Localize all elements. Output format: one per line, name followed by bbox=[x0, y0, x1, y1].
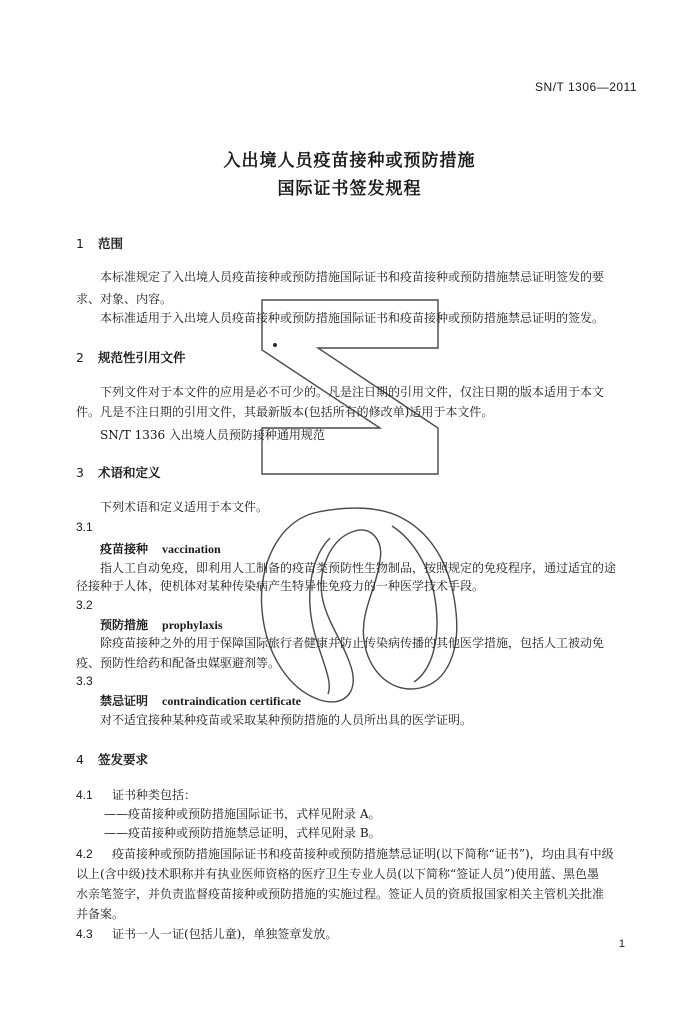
clause-4-1 bbox=[76, 786, 196, 803]
clause-text: 证书一人一证(包括儿童)，单独签章发放。 bbox=[112, 927, 338, 941]
section-3-heading bbox=[76, 463, 161, 481]
term-definition-line-1: 对不适宜接种某种疫苗或采取某种预防措施的人员所出具的医学证明。 bbox=[100, 713, 473, 727]
term-en: contraindication certificate bbox=[162, 694, 301, 708]
clause-4-2-line-2: 以上(含中级)技术职称并有执业医师资格的医疗卫生专业人员(以下简称“签证人员”)使用蓝、黑色墨 bbox=[76, 867, 599, 881]
clause-4-1-item-b: ——疫苗接种或预防措施禁忌证明，式样见附录 B。 bbox=[104, 826, 381, 840]
section-title: 规范性引用文件 bbox=[98, 350, 186, 365]
standard-code: SN/T 1306—2011 bbox=[535, 80, 637, 94]
section-2-paragraph-line-2: 件。凡是不注日期的引用文件，其最新版本(包括所有的修改单)适用于本文件。 bbox=[76, 405, 494, 419]
term-zh: 禁忌证明 bbox=[100, 694, 149, 708]
term-definition-line-2: 疫、预防性给药和配备虫媒驱避剂等。 bbox=[76, 656, 281, 670]
term-prophylaxis bbox=[100, 616, 222, 633]
section-1-heading bbox=[76, 234, 123, 252]
term-zh: 疫苗接种 bbox=[100, 542, 149, 556]
clause-text: 疫苗接种或预防措施国际证书和疫苗接种或预防措施禁忌证明(以下简称“证书”)，均由具有中级 bbox=[112, 847, 614, 861]
term-zh: 预防措施 bbox=[100, 618, 149, 632]
clause-4-1-item-a: ——疫苗接种或预防措施国际证书，式样见附录 A。 bbox=[104, 807, 381, 821]
term-en: vaccination bbox=[162, 542, 221, 556]
section-2-paragraph-line-1: 下列文件对于本文件的应用是必不可少的。凡是注日期的引用文件，仅注日期的版本适用于本文 bbox=[100, 385, 605, 399]
section-number: 3 bbox=[76, 465, 84, 480]
term-contraindication-certificate bbox=[100, 692, 301, 709]
term-en: prophylaxis bbox=[162, 618, 223, 632]
section-title: 范围 bbox=[98, 236, 124, 251]
term-definition-line-2: 径接种于人体，使机体对某种传染病产生特异性免疫力的一种医学技术手段。 bbox=[76, 579, 485, 593]
term-number: 3.2 bbox=[76, 598, 93, 612]
term-vaccination bbox=[100, 540, 221, 557]
term-number: 3.1 bbox=[76, 520, 93, 534]
clause-4-2-line-4: 并备案。 bbox=[76, 907, 125, 921]
clause-number: 4.1 bbox=[76, 788, 93, 802]
clause-number: 4.3 bbox=[76, 927, 93, 941]
document-title-line2: 国际证书签发规程 bbox=[277, 179, 422, 199]
section-4-heading bbox=[76, 750, 148, 768]
section-title: 术语和定义 bbox=[98, 465, 161, 480]
section-number: 1 bbox=[76, 236, 84, 251]
section-1-paragraph-1-line-1: 本标准规定了入出境人员疫苗接种或预防措施国际证书和疫苗接种或预防措施禁忌证明签发的要 bbox=[100, 270, 605, 284]
term-definition-line-1: 除疫苗接种之外的用于保障国际旅行者健康并防止传染病传播的其他医学措施，包括人工被动免 bbox=[100, 636, 605, 650]
term-number: 3.3 bbox=[76, 674, 93, 688]
document-title-line1: 入出境人员疫苗接种或预防措施 bbox=[223, 151, 476, 171]
section-1-paragraph-1-line-2: 求、对象、内容。 bbox=[76, 292, 173, 306]
section-2-heading bbox=[76, 348, 186, 366]
clause-number: 4.2 bbox=[76, 847, 93, 861]
term-definition-line-1: 指人工自动免疫，即利用人工制备的疫苗类预防性生物制品，按照规定的免疫程序，通过适宜的途 bbox=[100, 561, 617, 575]
clause-4-3 bbox=[76, 925, 337, 942]
section-number: 4 bbox=[76, 752, 84, 767]
section-title: 签发要求 bbox=[98, 752, 149, 767]
clause-text: 证书种类包括： bbox=[112, 788, 197, 802]
normative-reference: SN/T 1336 入出境人员预防接种通用规范 bbox=[100, 428, 325, 442]
clause-4-2 bbox=[76, 845, 614, 862]
section-1-paragraph-2: 本标准适用于入出境人员疫苗接种或预防措施国际证书和疫苗接种或预防措施禁忌证明的签发。 bbox=[100, 311, 605, 325]
section-number: 2 bbox=[76, 350, 84, 365]
clause-4-2-line-3: 水亲笔签字，并负责监督疫苗接种或预防措施的实施过程。签证人员的资质报国家相关主管机关批准 bbox=[76, 887, 605, 901]
section-3-intro: 下列术语和定义适用于本文件。 bbox=[100, 500, 269, 514]
page-number: 1 bbox=[618, 938, 625, 950]
